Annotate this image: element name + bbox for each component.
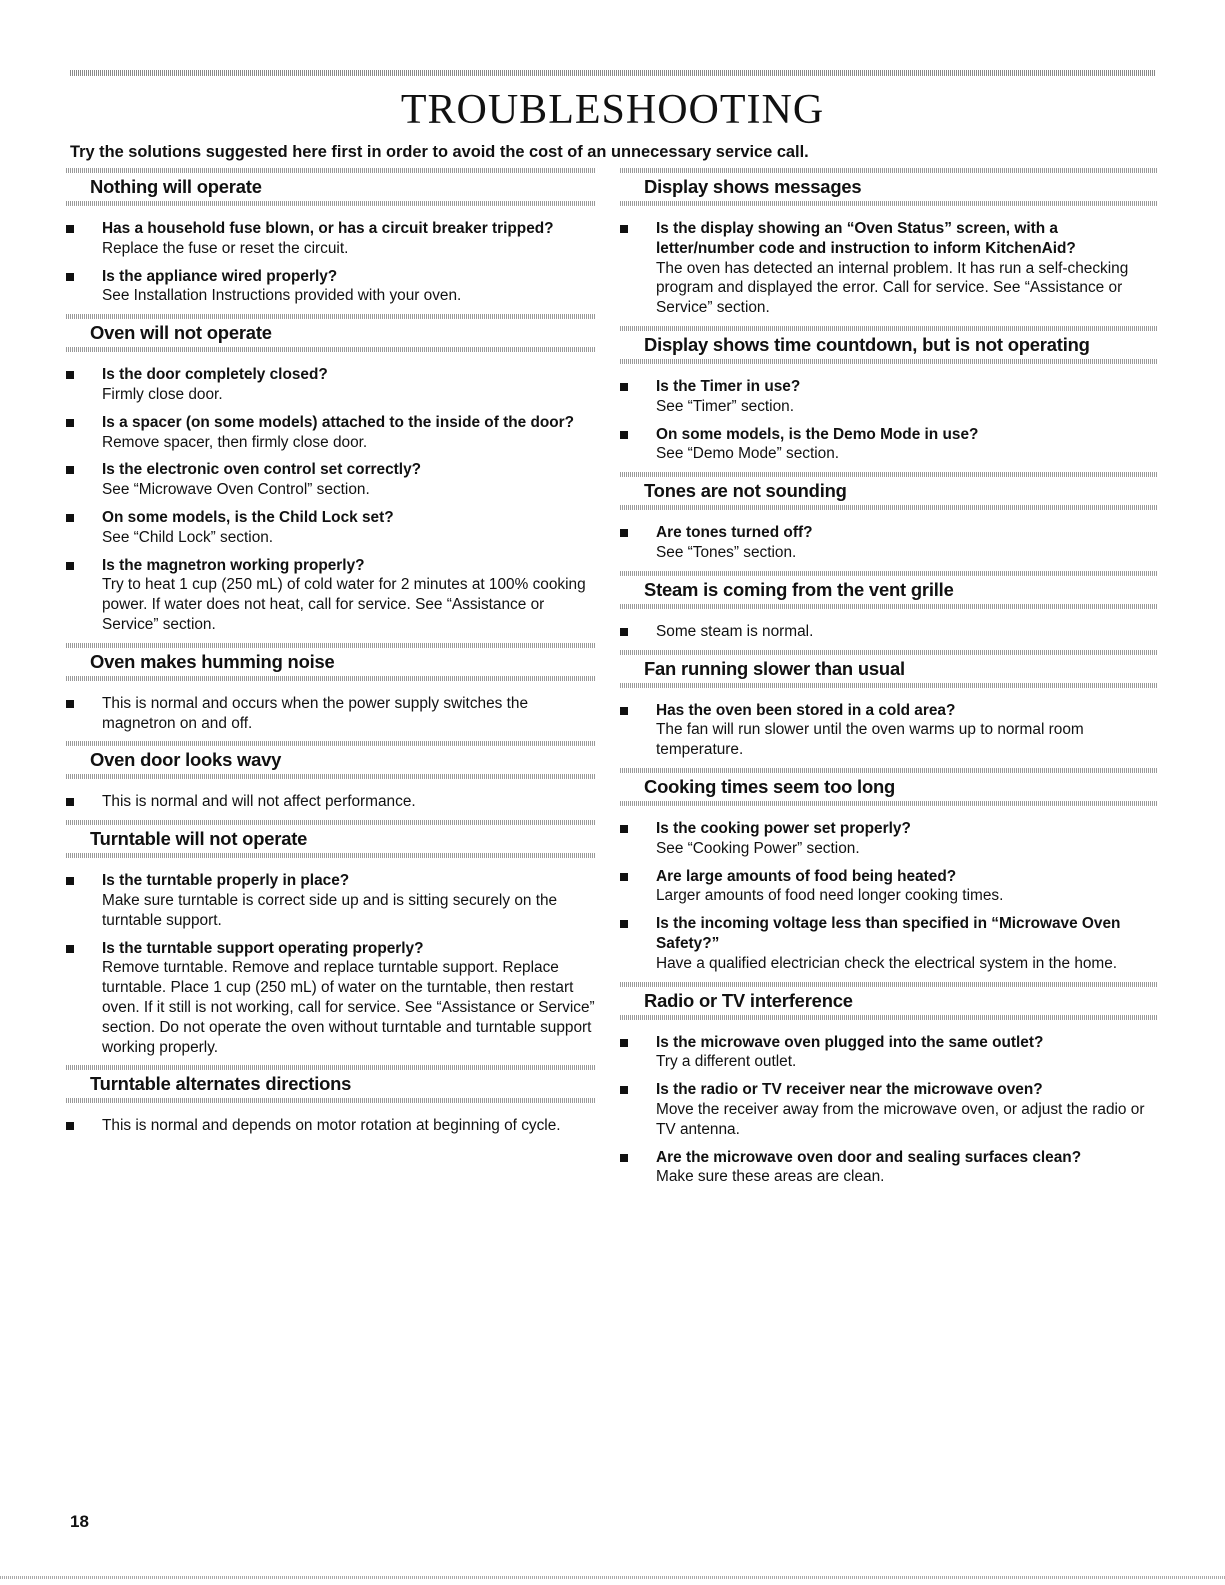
item-answer: See “Cooking Power” section. [656,839,860,857]
item-answer: See “Demo Mode” section. [656,445,840,463]
item-list [620,688,1158,760]
list-item [66,413,596,453]
section-header [66,1065,596,1103]
section-rule [66,676,596,681]
item-question: Has the oven been stored in a cold area? [656,701,956,719]
section-header [66,741,596,779]
item-list [620,510,1158,563]
section-rule [620,1015,1158,1020]
bottom-rule [0,1576,1225,1579]
item-answer: The fan will run slower until the oven warms up to normal room temperature. [656,721,1084,759]
item-list [620,806,1158,974]
list-item [620,377,1158,417]
list-item [620,867,1158,907]
list-item [620,219,1158,318]
item-answer: See “Timer” section. [656,397,794,415]
item-question: Is the magnetron working properly? [102,556,365,574]
section-steam-is-coming-from-the-vent-grille [620,571,1158,642]
list-item [620,1033,1158,1073]
list-item [620,1148,1158,1188]
item-list [66,681,596,734]
section-header [66,168,596,206]
section-rule [66,201,596,206]
list-item [620,819,1158,859]
section-header [620,571,1158,609]
item-answer: Larger amounts of food need longer cooking times. [656,887,1004,905]
square-bullet-icon [66,700,74,708]
list-item [66,508,596,548]
list-item [620,1080,1158,1139]
section-display-shows-time-countdown-but-is-not-operating [620,326,1158,464]
list-item [66,939,596,1058]
list-item [620,914,1158,973]
section-oven-door-looks-wavy [66,741,596,812]
item-answer: Replace the fuse or reset the circuit. [102,239,349,257]
section-turntable-will-not-operate [66,820,596,1057]
top-rule [70,70,1155,76]
item-list [620,1020,1158,1188]
list-item [66,556,596,635]
section-rule [620,604,1158,609]
square-bullet-icon [620,825,628,833]
section-title: Oven door looks wavy [90,749,282,771]
item-answer: Try a different outlet. [656,1053,797,1071]
square-bullet-icon [620,431,628,439]
item-question: Is the display showing an “Oven Status” screen, with a letter/number code and instruction to inform KitchenAid? [656,220,1076,257]
section-header [620,768,1158,806]
item-answer: Try to heat 1 cup (250 mL) of cold water for 2 minutes at 100% cooking power. If water does not heat, call for service. See “Assistance or Service” section. [102,576,586,633]
item-answer: Firmly close door. [102,385,223,403]
left-column [66,168,596,1144]
section-header [620,168,1158,206]
section-oven-will-not-operate [66,314,596,635]
section-rule [66,853,596,858]
section-rule [66,1098,596,1103]
square-bullet-icon [620,707,628,715]
section-turntable-alternates-directions [66,1065,596,1136]
section-title: Cooking times seem too long [644,775,896,797]
square-bullet-icon [620,873,628,881]
section-oven-makes-humming-noise [66,643,596,734]
item-list [66,206,596,306]
list-item [66,694,596,734]
item-list [66,1103,596,1136]
section-header [66,643,596,681]
item-list [66,779,596,812]
item-question: Is the Timer in use? [656,377,801,395]
list-item [620,701,1158,760]
section-rule [620,801,1158,806]
section-rule [620,505,1158,510]
square-bullet-icon [620,628,628,636]
square-bullet-icon [66,371,74,379]
square-bullet-icon [66,419,74,427]
section-title: Display shows time countdown, but is not operating [644,333,1090,355]
list-item [66,460,596,500]
section-header [620,326,1158,364]
section-tones-are-not-sounding [620,472,1158,563]
item-answer: Make sure these areas are clean. [656,1168,885,1186]
list-item [66,1116,596,1136]
section-title: Radio or TV interference [644,989,853,1011]
item-answer: The oven has detected an internal problem. It has run a self-checking program and displayed the error. Call for service. See “Assistance or Service” section. [656,259,1129,317]
section-title: Steam is coming from the vent grille [644,578,954,600]
square-bullet-icon [620,225,628,233]
item-answer: See “Child Lock” section. [102,528,274,546]
section-rule [620,683,1158,688]
intro-text: Try the solutions suggested here first in order to avoid the cost of an unnecessary service call. [70,143,809,161]
item-question: Is the cooking power set properly? [656,819,911,837]
section-rule [620,201,1158,206]
square-bullet-icon [620,383,628,391]
list-item [66,792,596,812]
square-bullet-icon [66,466,74,474]
item-question: Is the turntable support operating properly? [102,939,424,957]
square-bullet-icon [66,1122,74,1130]
item-question: Is the microwave oven plugged into the same outlet? [656,1033,1044,1051]
item-question: Is the turntable properly in place? [102,872,350,890]
list-item [620,523,1158,563]
section-radio-or-tv-interference [620,982,1158,1188]
square-bullet-icon [66,273,74,281]
item-answer: Move the receiver away from the microwave oven, or adjust the radio or TV antenna. [656,1100,1145,1138]
section-title: Fan running slower than usual [644,657,905,679]
item-answer: Have a qualified electrician check the electrical system in the home. [656,954,1118,972]
list-item [66,871,596,930]
section-header [620,982,1158,1020]
square-bullet-icon [66,877,74,885]
item-list [66,352,596,635]
list-item [66,365,596,405]
item-question: Has a household fuse blown, or has a circuit breaker tripped? [102,220,554,237]
square-bullet-icon [620,1039,628,1047]
item-question: Is the door completely closed? [102,366,328,384]
item-answer: Make sure turntable is correct side up and is sitting securely on the turntable support. [102,891,558,929]
list-item [620,425,1158,465]
item-answer: This is normal and occurs when the power supply switches the magnetron on and off. [102,694,529,732]
item-answer: See “Microwave Oven Control” section. [102,481,370,499]
item-answer: This is normal and depends on motor rotation at beginning of cycle. [102,1117,561,1135]
item-question: Is the radio or TV receiver near the microwave oven? [656,1081,1043,1099]
item-answer: Remove turntable. Remove and replace turntable support. Replace turntable. Place 1 cup (250 mL) of water on the turntable, then restart oven. If it still is not working, call for service. See “Assistance or Service” section. Do not operate the oven without turntable and turntable support working properly. [102,959,595,1056]
item-question: On some models, is the Child Lock set? [102,508,394,526]
section-rule [620,359,1158,364]
item-question: Is a spacer (on some models) attached to the inside of the door? [102,413,575,431]
section-cooking-times-seem-too-long [620,768,1158,974]
section-title: Nothing will operate [90,176,262,197]
section-nothing-will-operate [66,168,596,306]
page-number: 18 [70,1512,89,1531]
item-answer: This is normal and will not affect performance. [102,793,416,811]
list-item [66,267,596,307]
section-title: Turntable will not operate [90,828,308,850]
section-title: Oven will not operate [90,322,272,344]
item-list [620,609,1158,642]
section-display-shows-messages [620,168,1158,318]
list-item [620,622,1158,642]
square-bullet-icon [620,529,628,537]
section-title: Oven makes humming noise [90,650,335,672]
item-question: Is the incoming voltage less than specified in “Microwave Oven Safety?” [656,915,1121,952]
page-title: TROUBLESHOOTING [400,87,825,133]
section-rule [66,347,596,352]
square-bullet-icon [620,920,628,928]
item-question: On some models, is the Demo Mode in use? [656,425,979,443]
section-header [620,650,1158,688]
section-header [66,314,596,352]
list-item [66,219,596,259]
item-question: Are tones turned off? [656,524,813,542]
square-bullet-icon [66,798,74,806]
item-list [620,364,1158,464]
square-bullet-icon [620,1086,628,1094]
item-list [66,858,596,1057]
item-list [620,206,1158,318]
item-answer: Some steam is normal. [656,622,814,640]
section-header [620,472,1158,510]
section-title: Tones are not sounding [644,480,847,502]
section-rule [66,774,596,779]
item-question: Are large amounts of food being heated? [656,867,957,885]
section-title: Display shows messages [644,176,862,197]
square-bullet-icon [66,225,74,233]
item-question: Are the microwave oven door and sealing surfaces clean? [656,1148,1082,1166]
section-header [66,820,596,858]
square-bullet-icon [66,562,74,570]
item-answer: See “Tones” section. [656,543,797,561]
square-bullet-icon [66,514,74,522]
right-column [620,168,1158,1195]
square-bullet-icon [620,1154,628,1162]
item-answer: See Installation Instructions provided with your oven. [102,287,462,305]
section-fan-running-slower-than-usual [620,650,1158,760]
item-question: Is the appliance wired properly? [102,267,338,285]
item-question: Is the electronic oven control set correctly? [102,461,422,479]
item-answer: Remove spacer, then firmly close door. [102,433,368,451]
square-bullet-icon [66,945,74,953]
section-title: Turntable alternates directions [90,1073,352,1095]
